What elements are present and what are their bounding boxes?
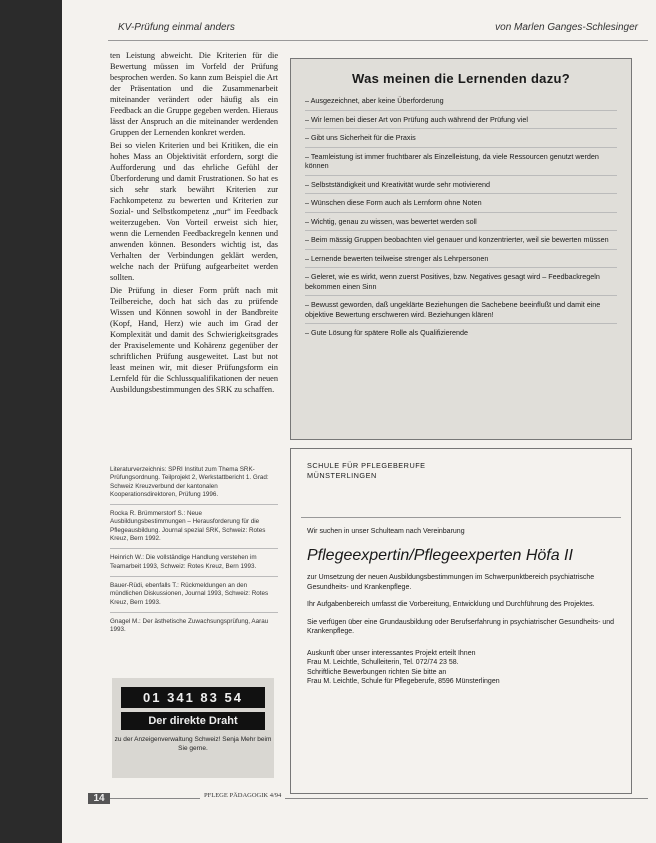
job-paragraph: Ihr Aufgabenbereich umfasst die Vorbereitung, Entwicklung und Durchführung des Projektes. <box>307 601 595 608</box>
employer-name <box>307 461 631 481</box>
ad-phone-number: 01 341 83 54 <box>121 687 265 708</box>
contact-line: Auskunft über unser interessantes Projekt erteilt Ihnen <box>307 649 476 657</box>
footer-rule <box>110 798 648 799</box>
job-paragraph: Sie verfügen über eine Grundausbildung oder Berufserfahrung in psychiatrischer Gesundheits- und Krankenpflege. <box>307 618 615 635</box>
article-paragraph: ten Leistung abweicht. Die Kriterien für die Bewertung müssen im Vorfeld der Prüfung besprochen werden. So kann zum Beispiel die Art der Präsentation und die Zusammenarbeit miteinander verändert oder häufig als ein Feedback an die Gruppe gegeben werden. Hieraus lässt der Anspruch an die miteinander werdenden Gruppen der Lernenden konkret werden. <box>110 51 278 137</box>
contact-line: Frau M. Leichtle, Schule für Pflegeberufe, 8596 Münsterlingen <box>307 678 500 685</box>
job-divider <box>301 517 621 518</box>
reference-item: Gnagel M.: Der ästhetische Zuwachsungsprüfung, Aarau 1993. <box>110 617 269 634</box>
journal-name: PFLEGE PÄDAGOGIK 4/94 <box>200 792 285 799</box>
article-column <box>110 50 278 397</box>
feedback-item: – Bewusst geworden, daß ungeklärte Beziehungen die Sachebene beeinflußt und damit eine objektive Bewertung erschweren wird. Beziehungen klären! <box>305 295 617 323</box>
job-advertisement <box>290 448 632 794</box>
article-paragraph: Die Prüfung in dieser Form prüft nach mit Teilbereiche, doch hat sich das zu prüfende Wissen und Können sowohl in der Bandbreite (Kopf, Hand, Herz) wie auch im Grad der Komplexität und damit des Schwierigkeitsgrades der Praxiselemente und Kohärenz gegenüber der schriftlichen Prüfung ausgeweitet. Last but not least meinen wir, mit dieser Prüfungsform ein Lernfeld für die Schlussqualifikationen der neuen Ausbildungsbestimmungen des SRK zu schaffen. <box>110 286 278 394</box>
feedback-item: – Gute Lösung für spätere Rolle als Qualifizierende <box>305 323 617 342</box>
running-header-right: von Marlen Ganges-Schlesinger <box>495 22 638 33</box>
contact-line: Frau M. Leichtle, Schulleiterin, Tel. 072/74 23 58. <box>307 659 459 666</box>
employer-name-line: SCHULE FÜR PFLEGEBERUFE <box>307 461 426 470</box>
student-feedback-box <box>290 58 632 440</box>
feedback-item: – Wünschen diese Form auch als Lernform ohne Noten <box>305 193 617 212</box>
job-intro: Wir suchen in unser Schulteam nach Vereinbarung <box>307 528 465 535</box>
reference-item: Literaturverzeichnis: SPRI Institut zum Thema SRK-Prüfungsordnung. Teilprojekt 2, Werkstattbericht 1. Grad: Schweiz Kreuzverbund der kantonalen Kooperationsdirektoren, Prüfung 1996. <box>110 466 278 505</box>
contact-line: Schriftliche Bewerbungen richten Sie bitte an <box>307 668 447 676</box>
feedback-item: – Teamleistung ist immer fruchtbarer als Einzelleistung, da viele Ressourcen genutzt werden können <box>305 147 617 175</box>
reference-list <box>110 466 278 644</box>
page-number: 14 <box>88 793 110 804</box>
feedback-item: – Beim mässig Gruppen beobachten viel genauer und konzentrierter, weil sie bewerten müssen <box>305 230 617 249</box>
employer-name-line: MÜNSTERLINGEN <box>307 471 377 480</box>
running-header-left: KV-Prüfung einmal anders <box>118 22 235 33</box>
ad-title: Der direkte Draht <box>121 712 265 730</box>
reference-item: Rocka R. Brümmerstorf S.: Neue Ausbildungsbestimmungen – Herausforderung für die Pflegeausbildung. Journal spezial SRK, Schweiz: Rotes Kreuz, Bern 1992. <box>110 510 278 549</box>
feedback-item: – Geleret, wie es wirkt, wenn zuerst Positives, bzw. Negatives gesagt wird – Feedbackregeln bekommen einen Sinn <box>305 267 617 295</box>
feedback-item: – Wichtig, genau zu wissen, was bewertet werden soll <box>305 212 617 231</box>
article-paragraph: Bei so vielen Kriterien und bei Kritiken, die ein hohes Mass an Objektivität erfordern, sorgt die Aufforderung und das ehrliche Gefühl der Überforderung und damit Frustrationen. So hat es sich sehr stark bewährt Kriterien zur Fachkompetenz zu bewerten und Kriterien zur Sozial- und Selbstkompetenz „nur“ im Feedback weiterzugeben. Von Vorteil erweist sich hier, wenn die Lernenden Feedbackregeln kennen und anwenden können. Besonders wichtig ist, das Verhalten der Verbindungen geklärt werden, welche nach der Prüfung aufgearbeitet werden sollten. <box>110 141 278 282</box>
job-title: Pflegeexpertin/Pflegeexperten Höfa II <box>307 547 573 564</box>
ad-note: zu der Anzeigenverwaltung Schweiz! Senja Mehr beim Sie gerne. <box>114 736 272 752</box>
job-contact <box>307 649 617 687</box>
feedback-box-title: Was meinen die Lernenden dazu? <box>352 71 570 86</box>
advertisement-box <box>112 678 274 778</box>
feedback-item: – Ausgezeichnet, aber keine Überforderung <box>305 96 444 105</box>
feedback-item: – Lernende bewerten teilweise strenger als Lehrpersonen <box>305 249 617 268</box>
reference-item: Heinrich W.: Die vollständige Handlung verstehen im Teamarbeit 1993, Schweiz: Rotes Kreuz, Bern 1993. <box>110 554 278 577</box>
job-paragraph: zur Umsetzung der neuen Ausbildungsbestimmungen im Schwerpunktbereich psychiatrische Gesundheits- und Krankenpflege. <box>307 574 595 591</box>
feedback-item: – Gibt uns Sicherheit für die Praxis <box>305 128 617 147</box>
header-rule <box>108 40 648 41</box>
reference-item: Bauer-Rüdi, ebenfalls T.: Rückmeldungen an den mündlichen Diskussionen, Journal 1993, Schweiz: Rotes Kreuz, Bern 1993. <box>110 582 278 613</box>
feedback-item: – Selbstständigkeit und Kreativität wurde sehr motivierend <box>305 175 617 194</box>
feedback-item: – Wir lernen bei dieser Art von Prüfung auch während der Prüfung viel <box>305 110 617 129</box>
